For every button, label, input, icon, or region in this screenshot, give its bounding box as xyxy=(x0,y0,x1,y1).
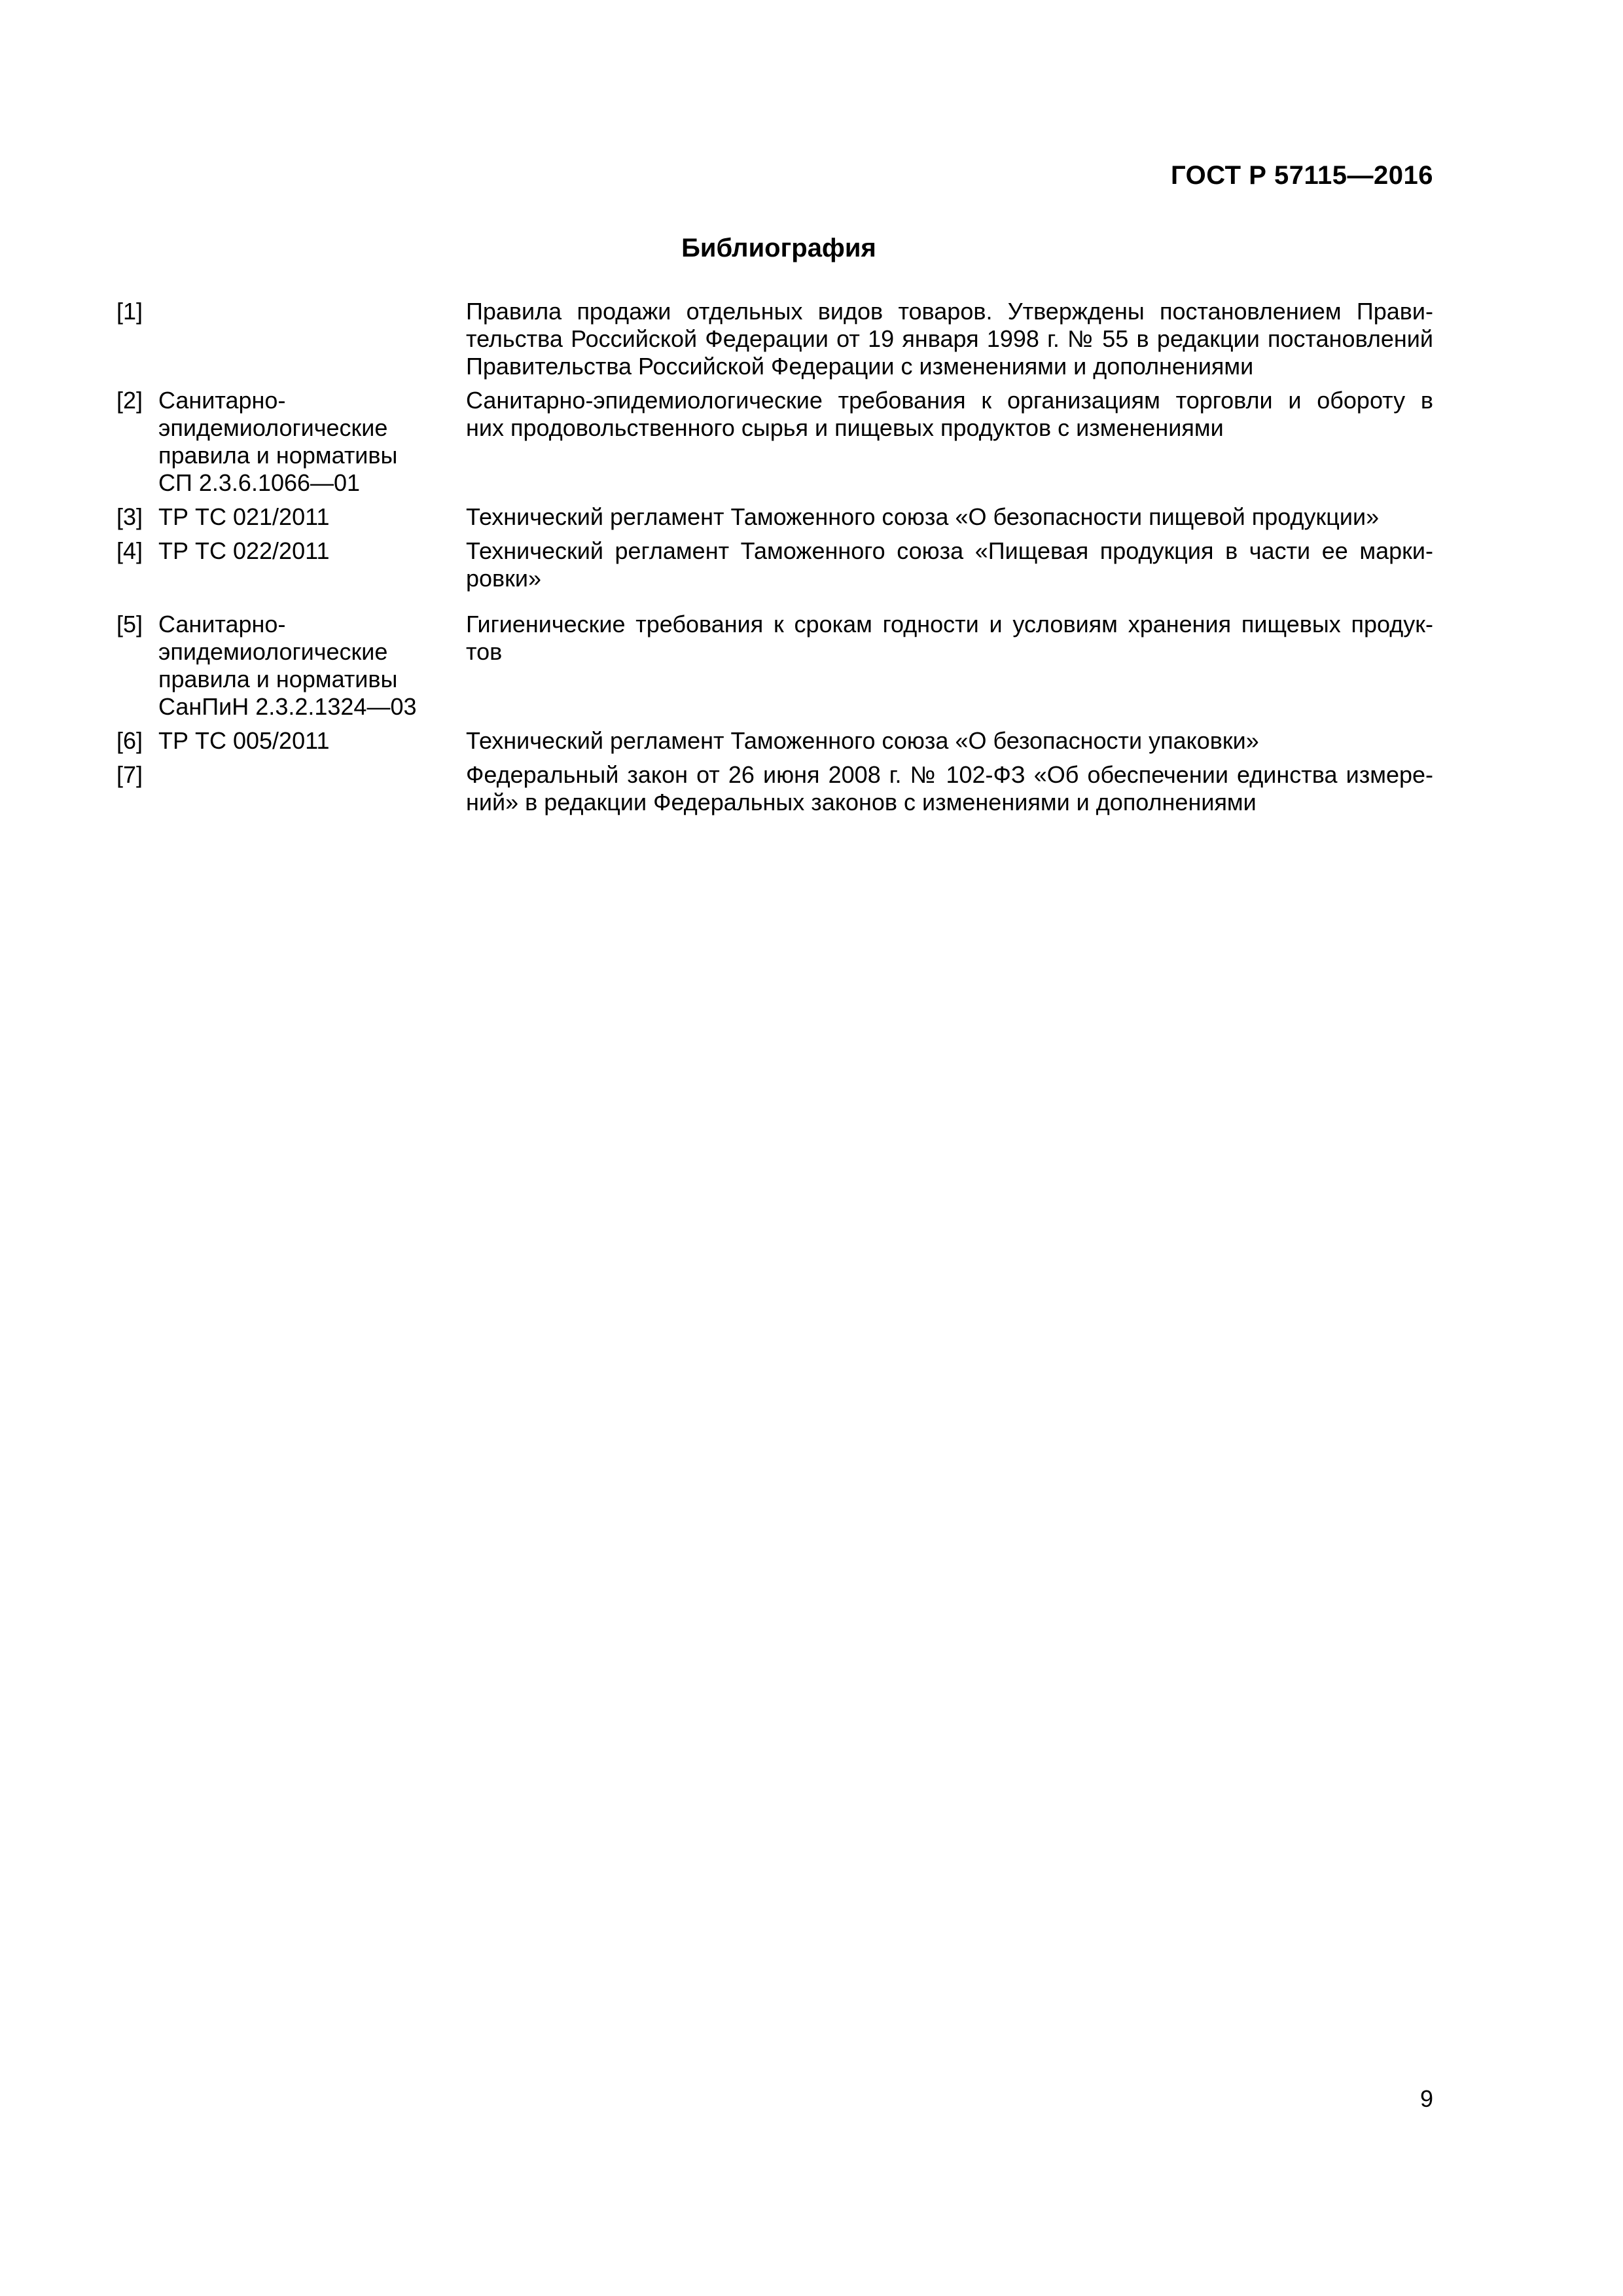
document-code-header: ГОСТ Р 57115—2016 xyxy=(1171,161,1433,190)
entry-text-line: Правила продажи отдельных видов товаров. Утверждены постановлением Прави- xyxy=(466,298,1433,325)
entry-text-line: Федеральный закон от 26 июня 2008 г. № 102-ФЗ «Об обеспечении единства измере- xyxy=(466,761,1433,788)
entry-text-line: тов xyxy=(466,638,503,665)
entry-text-line: Гигиенические требования к срокам годности и условиям хранения пищевых продук- xyxy=(466,611,1433,637)
entry-text-line: тельства Российской Федерации от 19 января 1998 г. № 55 в редакции постановлений xyxy=(466,325,1433,352)
bibliography-entry xyxy=(116,537,1433,592)
entry-text-line: ний» в редакции Федеральных законов с изменениями и дополнениями xyxy=(466,789,1257,816)
entry-number: [2] xyxy=(116,387,143,414)
entry-text xyxy=(466,761,1433,816)
entry-text xyxy=(466,387,1433,442)
entry-number: [4] xyxy=(116,537,143,564)
entry-text-line: них продовольственного сырья и пищевых продуктов с изменениями xyxy=(466,414,1224,441)
entry-code: Санитарно- эпидемиологические правила и нормативы СанПиН 2.3.2.1324—03 xyxy=(158,611,417,720)
entry-text xyxy=(466,537,1433,592)
bibliography-entry xyxy=(116,611,1433,721)
entry-text-line: Правительства Российской Федерации с изменениями и дополнениями xyxy=(466,353,1254,380)
bibliography-entry xyxy=(116,298,1433,380)
page-number: 9 xyxy=(1419,2085,1433,2112)
entry-text-line: Санитарно-эпидемиологические требования к организациям торговли и обороту в xyxy=(466,387,1433,414)
entry-number: [5] xyxy=(116,611,143,637)
bibliography-title: Библиография xyxy=(681,234,876,262)
bibliography-entry xyxy=(116,727,1433,755)
entry-text xyxy=(466,298,1433,380)
entry-code: ТР ТС 021/2011 xyxy=(158,503,330,530)
entry-code: ТР ТС 005/2011 xyxy=(158,727,330,754)
bibliography-entry xyxy=(116,387,1433,497)
entry-text-line: ровки» xyxy=(466,565,542,592)
entry-number: [6] xyxy=(116,727,143,754)
entry-text-line: Технический регламент Таможенного союза «Пищевая продукция в части ее марки- xyxy=(466,537,1433,564)
entry-text xyxy=(466,503,1433,531)
bibliography-list xyxy=(116,298,1433,823)
entry-code: Санитарно- эпидемиологические правила и нормативы СП 2.3.6.1066—01 xyxy=(158,387,398,496)
bibliography-entry xyxy=(116,503,1433,531)
bibliography-entry xyxy=(116,761,1433,816)
entry-code: ТР ТС 022/2011 xyxy=(158,537,330,564)
entry-text xyxy=(466,611,1433,666)
entry-text-line: Технический регламент Таможенного союза «О безопасности пищевой продукции» xyxy=(466,503,1380,530)
entry-text-line: Технический регламент Таможенного союза «О безопасности упаковки» xyxy=(466,727,1259,754)
entry-number: [3] xyxy=(116,503,143,530)
entry-text xyxy=(466,727,1433,755)
entry-number: [7] xyxy=(116,761,143,788)
entry-number: [1] xyxy=(116,298,143,325)
